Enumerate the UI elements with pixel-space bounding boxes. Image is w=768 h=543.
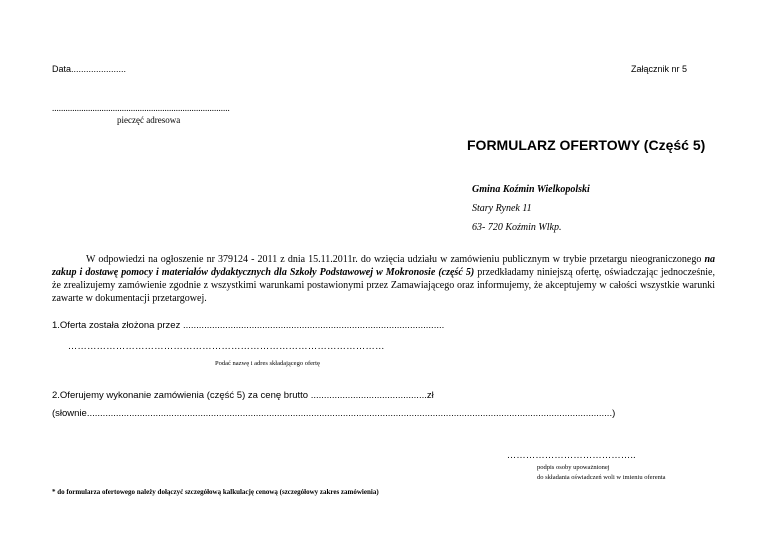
signature-label-2: do składania oświadczeń woli w imieniu oferenta <box>537 474 666 481</box>
offer-price-in-words: (słownie.......................................................................................................................................................................................................) <box>52 408 616 419</box>
offer-item-1-dotted-line: ……………………………………………………………………………………… <box>68 341 385 351</box>
intro-paragraph <box>52 253 715 305</box>
offer-item-2: 2.Oferujemy wykonanie zamówienia (część 5) za cenę brutto ............................................zł <box>52 390 434 401</box>
intro-text-2: przedkładamy niniejszą ofertę, oświadczając jednocześnie, że zrealizujemy zamówienie zgodnie z wszystkimi warunkami postawionymi przez Zamawiającego oraz informujemy, że akceptujemy w całości wszystkie warunki zawarte w dokumentacji przetargowej. <box>52 267 715 304</box>
intro-subject: na zakup i dostawę pomocy i materiałów dydaktycznych dla Szkoły Podstawowej w Mokronosie (część 5) <box>52 254 715 278</box>
offer-item-1-hint: Podać nazwę i adres składającego ofertę <box>215 360 320 367</box>
page-title: FORMULARZ OFERTOWY (Część 5) <box>467 137 706 153</box>
recipient-street: Stary Rynek 11 <box>472 203 532 214</box>
signature-dotted-line: ………………………………….. <box>507 450 636 460</box>
stamp-label: pieczęć adresowa <box>117 115 181 125</box>
footnote: * do formularza ofertowego należy dołączyć szczegółową kalkulację cenową (szczegółowy zakres zamówienia) <box>52 488 379 496</box>
recipient-city: 63- 720 Koźmin Wlkp. <box>472 222 562 233</box>
intro-text-1: W odpowiedzi na ogłoszenie nr 379124 - 2011 z dnia 15.11.2011r. do wzięcia udziału w zamówieniu publicznym w trybie przetargu nieograniczonego <box>86 254 705 265</box>
recipient-name: Gmina Koźmin Wielkopolski <box>472 184 590 195</box>
date-field: Data...................... <box>52 64 127 74</box>
attachment-number: Załącznik nr 5 <box>631 64 688 74</box>
stamp-dotted-line: ............................................................................... <box>52 103 230 113</box>
offer-item-1: 1.Oferta została złożona przez ................................................................................................... <box>52 320 445 331</box>
signature-label-1: podpis osoby upoważnionej <box>537 464 610 471</box>
